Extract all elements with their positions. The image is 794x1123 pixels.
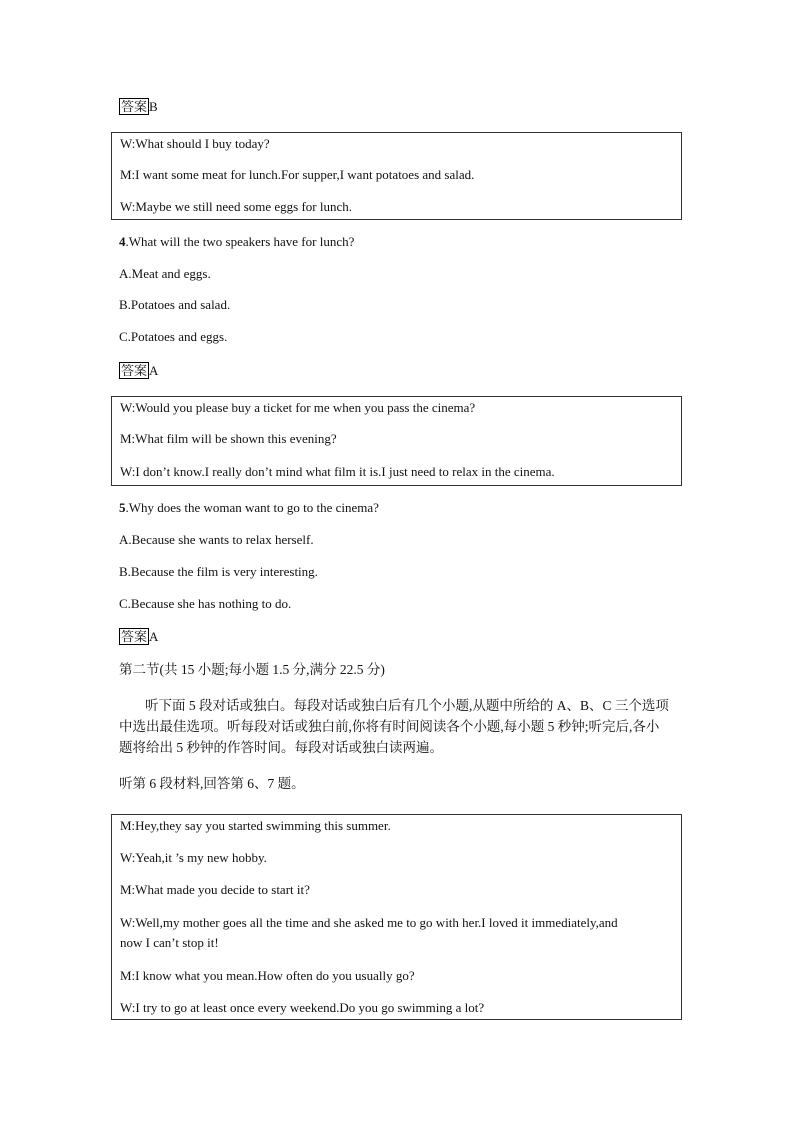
dialogue-line: M:I know what you mean.How often do you usually go? — [120, 968, 415, 983]
dialogue-box-4 — [111, 132, 682, 220]
question-text: .What will the two speakers have for lunch? — [125, 234, 355, 249]
answer-label: 答案 — [121, 629, 148, 644]
option-a: A.Because she wants to relax herself. — [119, 532, 314, 547]
question-number: 5 — [119, 500, 126, 515]
answer-label: 答案 — [121, 363, 148, 378]
question-number: 4 — [119, 234, 126, 249]
answer-5 — [119, 628, 158, 645]
question-text: .Why does the woman want to go to the cinema? — [125, 500, 379, 515]
dialogue-box-5 — [111, 396, 682, 486]
option-b: B.Potatoes and salad. — [119, 297, 231, 312]
dialogue-line: now I can’t stop it! — [120, 935, 219, 950]
option-c: C.Because she has nothing to do. — [119, 596, 292, 611]
dialogue-line: W:I try to go at least once every weekend.Do you go swimming a lot? — [120, 1000, 485, 1015]
answer-value: B — [149, 99, 158, 114]
answer-4 — [119, 362, 158, 379]
dialogue-line: W:I don’t know.I really don’t mind what film it is.I just need to relax in the cinema. — [120, 464, 555, 479]
material-prompt: 听第 6 段材料,回答第 6、7 题。 — [119, 776, 305, 791]
dialogue-line: W:What should I buy today? — [120, 136, 270, 151]
dialogue-line: W:Would you please buy a ticket for me when you pass the cinema? — [120, 400, 476, 415]
option-c: C.Potatoes and eggs. — [119, 329, 228, 344]
question-4 — [119, 234, 354, 250]
dialogue-line: M:What film will be shown this evening? — [120, 431, 337, 446]
answer-value: A — [149, 363, 159, 378]
option-b: B.Because the film is very interesting. — [119, 564, 318, 579]
answer-value: A — [149, 629, 159, 644]
dialogue-line: W:Maybe we still need some eggs for lunch. — [120, 199, 353, 214]
question-5 — [119, 500, 379, 516]
dialogue-line: M:I want some meat for lunch.For supper,I want potatoes and salad. — [120, 167, 475, 182]
section-title: 第二节(共 15 小题;每小题 1.5 分,满分 22.5 分) — [119, 662, 385, 677]
answer-3 — [119, 98, 158, 115]
dialogue-line: M:Hey,they say you started swimming this summer. — [120, 818, 391, 833]
dialogue-line: W:Well,my mother goes all the time and she asked me to go with her.I loved it immediately,and — [120, 915, 618, 930]
section-instructions: 听下面 5 段对话或独白。每段对话或独白后有几个小题,从题中所给的 A、B、C 三个选项中选出最佳选项。听每段对话或独白前,你将有时间阅读各个小题,每小题 5 秒钟;听完后,各小题将给出 5 秒钟的作答时间。每段对话或独白读两遍。 — [119, 698, 669, 755]
dialogue-box-6 — [111, 814, 682, 1020]
dialogue-line: W:Yeah,it ’s my new hobby. — [120, 850, 267, 865]
dialogue-line: M:What made you decide to start it? — [120, 882, 310, 897]
answer-label: 答案 — [121, 99, 148, 114]
option-a: A.Meat and eggs. — [119, 266, 211, 281]
